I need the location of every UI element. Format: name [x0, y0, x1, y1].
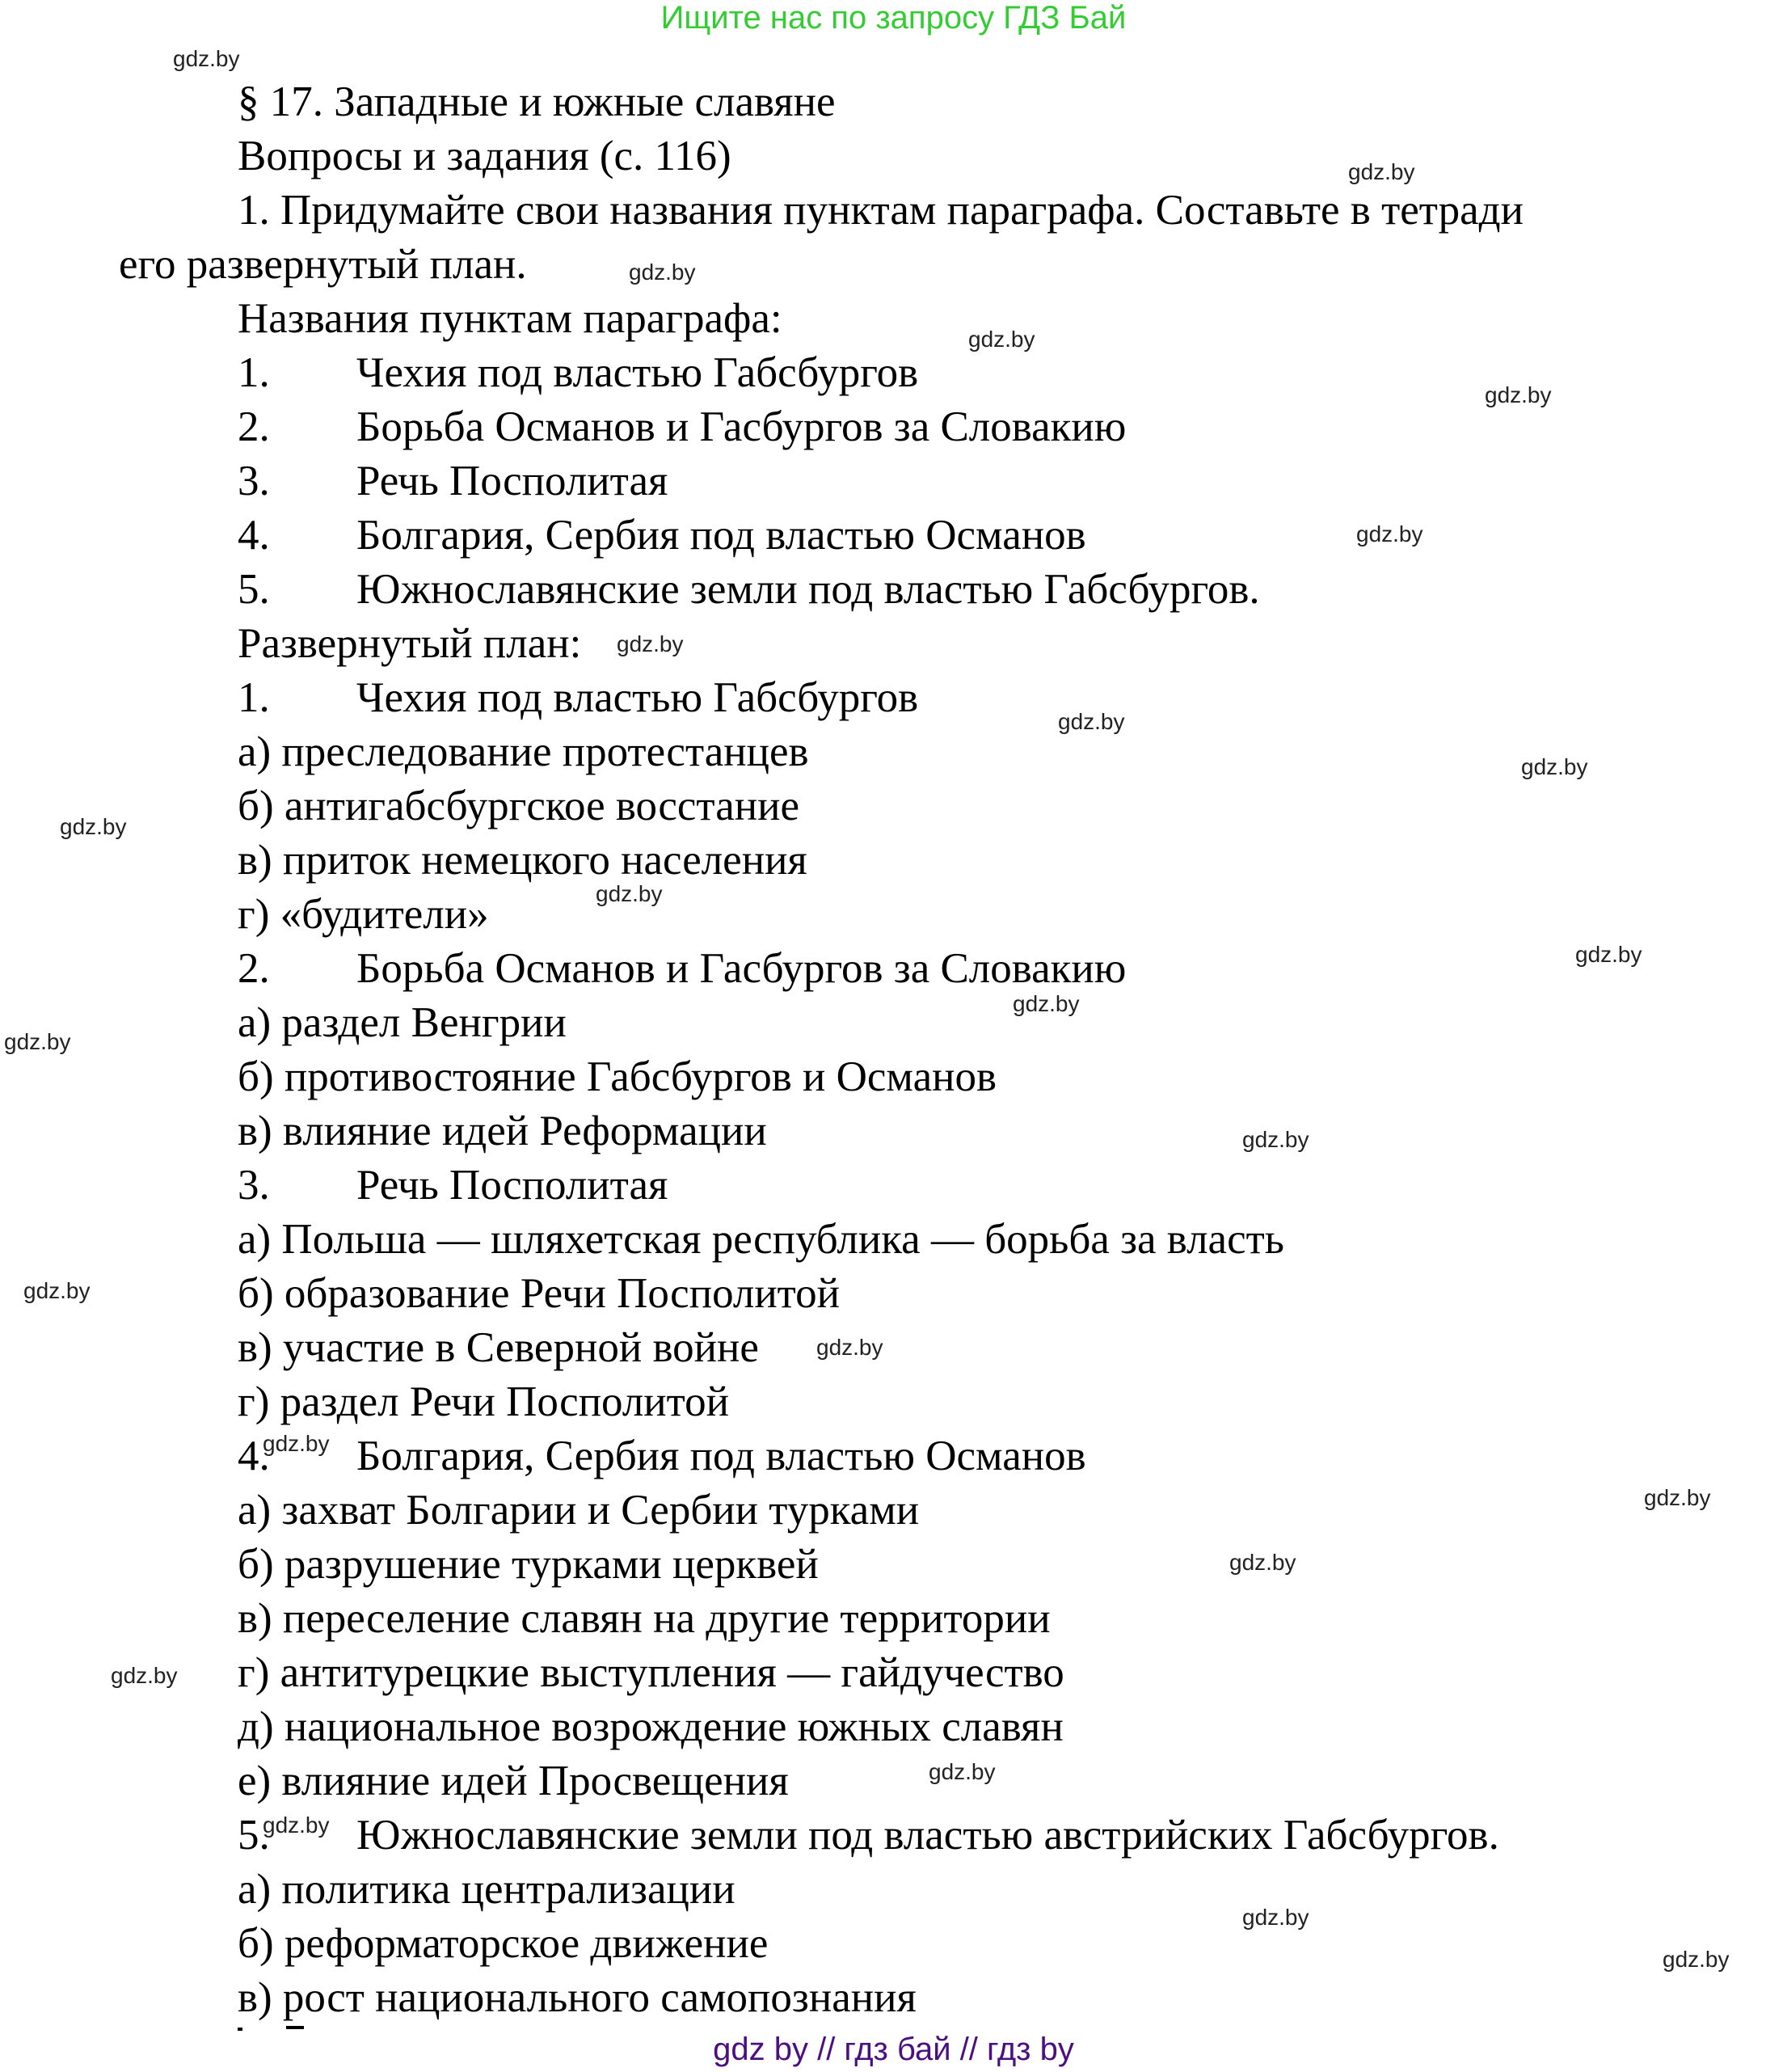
- plan-subitem: б) разрушение турками церквей: [238, 1541, 819, 1588]
- item-number: 2.: [238, 403, 270, 450]
- search-hint-banner: Ищите нас по запросу ГДЗ Бай: [660, 0, 1127, 36]
- plan-subitem: б) реформаторское движение: [238, 1920, 769, 1967]
- plan-section-title: [238, 944, 1126, 993]
- watermark: gdz.by: [629, 260, 696, 285]
- plan-heading: Развернутый план:: [238, 620, 582, 667]
- section-text: Южнославянские земли под властью австрийских Габсбургов.: [356, 1812, 1499, 1859]
- plan-subitem: в) рост национального самопознания: [238, 1974, 917, 2021]
- plan-section-title: [238, 1161, 668, 1209]
- item-number: 4.: [238, 512, 270, 559]
- plan-subitem: е) влияние идей Просвещения: [238, 1758, 789, 1804]
- watermark: gdz.by: [617, 631, 684, 656]
- section-number: 4.: [238, 1433, 270, 1479]
- section-title: § 17. Западные и южные славяне: [238, 78, 836, 125]
- plan-subitem: в) переселение славян на другие территории: [238, 1595, 1051, 1642]
- names-list-item: [238, 403, 1126, 451]
- plan-subitem: г) антитурецкие выступления — гайдучество: [238, 1649, 1064, 1696]
- plan-subitem: в) влияние идей Реформации: [238, 1108, 767, 1154]
- names-list-item: [238, 565, 1260, 614]
- watermark: gdz.by: [1348, 159, 1415, 184]
- watermark: gdz.by: [173, 46, 240, 71]
- names-list-item: [238, 511, 1086, 559]
- item-text: Южнославянские земли под властью Габсбургов.: [356, 566, 1260, 613]
- watermark: gdz.by: [1485, 382, 1552, 407]
- plan-subitem: а) преследование протестанцев: [238, 728, 809, 775]
- section-number: 5.: [238, 1812, 270, 1859]
- item-number: 5.: [238, 566, 270, 613]
- item-text: Борьба Османов и Гасбургов за Словакию: [356, 403, 1127, 450]
- section-number: 2.: [238, 945, 270, 992]
- item-text: Речь Посполитая: [356, 458, 668, 504]
- item-text: Чехия под властью Габсбургов: [356, 349, 919, 396]
- plan-subitem: в) участие в Северной войне: [238, 1324, 759, 1371]
- plan-section-title: [238, 673, 918, 722]
- site-footer-banner: gdz by // гдз бай // гдз by: [713, 2032, 1074, 2067]
- names-heading: Названия пунктам параграфа:: [238, 295, 782, 342]
- watermark: gdz.by: [1058, 709, 1125, 734]
- watermark: gdz.by: [4, 1029, 71, 1054]
- section-number: 1.: [238, 674, 270, 721]
- names-list-item: [238, 348, 918, 397]
- section-text: Болгария, Сербия под властью Османов: [356, 1433, 1086, 1479]
- plan-subitem: а) Польша — шляхетская республика — борьба за власть: [238, 1216, 1284, 1263]
- watermark: gdz.by: [1644, 1485, 1711, 1510]
- plan-subitem: б) антигабсбургское восстание: [238, 783, 799, 829]
- plan-subitem: б) образование Речи Посполитой: [238, 1270, 841, 1317]
- watermark: gdz.by: [1229, 1550, 1296, 1575]
- section-number: 3.: [238, 1162, 270, 1209]
- watermark: gdz.by: [596, 881, 663, 906]
- watermark: gdz.by: [263, 1812, 330, 1838]
- questions-subtitle: Вопросы и задания (с. 116): [238, 133, 731, 179]
- section-text: Речь Посполитая: [356, 1162, 668, 1209]
- watermark: gdz.by: [23, 1278, 91, 1303]
- watermark: gdz.by: [111, 1663, 178, 1688]
- section-text: Борьба Османов и Гасбургов за Словакию: [356, 945, 1127, 992]
- watermark: gdz.by: [1663, 1947, 1730, 1972]
- plan-subitem: д) национальное возрождение южных славян: [238, 1703, 1064, 1750]
- watermark: gdz.by: [929, 1759, 996, 1784]
- item-number: 3.: [238, 458, 270, 504]
- item-number: 1.: [238, 349, 270, 396]
- names-list-item: [238, 457, 668, 505]
- watermark: gdz.by: [1521, 754, 1588, 779]
- watermark: gdz.by: [1575, 942, 1642, 967]
- item-text: Болгария, Сербия под властью Османов: [356, 512, 1086, 559]
- task-text-line-1: 1. Придумайте свои названия пунктам параграфа. Составьте в тетради: [238, 187, 1524, 234]
- plan-subitem: а) раздел Венгрии: [238, 999, 567, 1046]
- watermark: gdz.by: [263, 1431, 330, 1456]
- watermark: gdz.by: [1242, 1905, 1309, 1930]
- plan-section-title: [238, 1432, 1086, 1480]
- section-text: Чехия под властью Габсбургов: [356, 674, 919, 721]
- watermark: gdz.by: [1013, 991, 1080, 1016]
- watermark: gdz.by: [968, 327, 1035, 352]
- watermark: gdz.by: [1242, 1127, 1309, 1152]
- watermark: gdz.by: [60, 814, 127, 839]
- plan-subitem: в) приток немецкого населения: [238, 837, 807, 884]
- watermark: gdz.by: [1356, 521, 1423, 546]
- plan-subitem: а) захват Болгарии и Сербии турками: [238, 1487, 920, 1534]
- plan-subitem: г) «будители»: [238, 891, 489, 938]
- watermark: gdz.by: [816, 1335, 883, 1360]
- plan-section-title: [238, 1811, 1499, 1859]
- plan-subitem: б) противостояние Габсбургов и Османов: [238, 1053, 997, 1100]
- plan-subitem: а) политика централизации: [238, 1866, 735, 1913]
- task-text-line-2: его развернутый план.: [119, 241, 527, 288]
- plan-subitem: г) раздел Речи Посполитой: [238, 1378, 729, 1425]
